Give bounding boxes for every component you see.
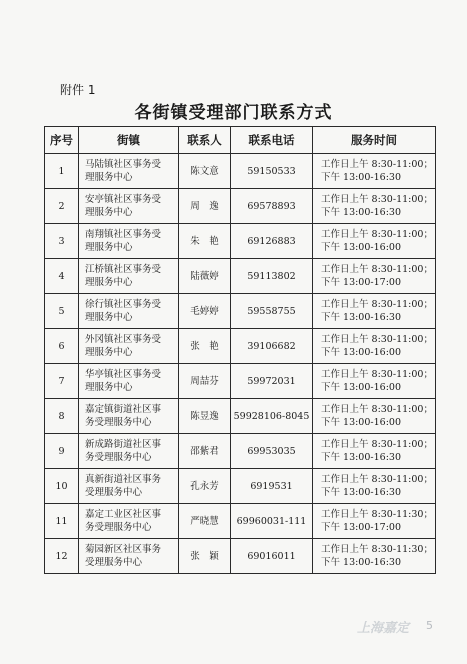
cell-street-text: 理服务中心 (85, 242, 133, 253)
cell-street-text: 理服务中心 (85, 207, 133, 218)
cell-phone-text: 59972031 (247, 375, 296, 387)
watermark-text: 上海嘉定 (356, 621, 409, 636)
cell-hours-text: 工作日上午 8:30-11:00； (321, 439, 433, 450)
cell-phone-text: 69016011 (247, 550, 296, 562)
header-hours: 服务时间 (313, 127, 436, 154)
cell-hours-text: 下午 13:00-17:00 (321, 277, 401, 288)
cell-hours-text: 下午 13:00-16:00 (321, 347, 401, 358)
cell-hours-text: 工作日上午 8:30-11:00； (321, 299, 433, 310)
cell-phone-text: 59150533 (247, 165, 296, 177)
cell-street-text: 江桥镇社区事务受 (85, 264, 162, 275)
cell-hours (313, 539, 436, 574)
cell-street-text: 嘉定工业区社区事 (85, 509, 162, 520)
page-number: 5 (426, 619, 433, 632)
cell-seq-text: 2 (58, 200, 65, 212)
cell-seq-text: 8 (58, 410, 65, 422)
cell-phone-text: 69578893 (247, 200, 296, 212)
table-header-row (45, 127, 436, 154)
cell-contact-text: 严晓慧 (190, 515, 219, 527)
cell-phone (231, 224, 313, 259)
cell-seq-text: 7 (58, 375, 65, 387)
cell-street-text: 华亭镇社区事务受 (85, 369, 162, 380)
cell-street-text: 受理服务中心 (85, 557, 143, 568)
cell-contact-text: 张 颖 (190, 550, 219, 562)
cell-street-text: 真新街道社区事务 (85, 474, 162, 485)
cell-hours-text: 下午 13:00-16:30 (321, 312, 401, 323)
cell-hours-text: 下午 13:00-16:30 (321, 452, 401, 463)
contact-table (44, 126, 436, 574)
cell-contact (179, 294, 231, 329)
cell-contact-text: 周 逸 (190, 200, 219, 212)
cell-hours-text: 工作日上午 8:30-11:00； (321, 474, 433, 485)
cell-seq (45, 224, 79, 259)
cell-seq (45, 189, 79, 224)
cell-street-text: 务受理服务中心 (85, 417, 152, 428)
cell-hours (313, 434, 436, 469)
cell-seq (45, 364, 79, 399)
cell-phone (231, 504, 313, 539)
cell-street-text: 新成路街道社区事 (85, 439, 162, 450)
cell-phone-text: 69960031-111 (236, 515, 307, 527)
cell-street (79, 189, 179, 224)
table-row (45, 224, 436, 259)
cell-phone (231, 539, 313, 574)
cell-street-text: 嘉定镇街道社区事 (85, 404, 162, 415)
cell-contact (179, 364, 231, 399)
table-row (45, 294, 436, 329)
cell-phone (231, 399, 313, 434)
header-phone: 联系电话 (231, 127, 313, 154)
cell-seq-text: 10 (55, 480, 68, 492)
table-row (45, 504, 436, 539)
cell-hours (313, 294, 436, 329)
cell-hours-text: 工作日上午 8:30-11:30； (321, 544, 433, 555)
table-row (45, 154, 436, 189)
cell-hours (313, 189, 436, 224)
cell-street (79, 224, 179, 259)
cell-seq (45, 504, 79, 539)
cell-hours-text: 下午 13:00-16:30 (321, 557, 401, 568)
cell-contact-text: 周喆芬 (190, 375, 219, 387)
cell-seq-text: 5 (58, 305, 65, 317)
cell-seq-text: 1 (58, 165, 65, 177)
cell-phone (231, 469, 313, 504)
cell-phone-text: 59928106-8045 (233, 410, 310, 422)
cell-contact (179, 399, 231, 434)
cell-phone (231, 294, 313, 329)
cell-street (79, 434, 179, 469)
cell-street (79, 294, 179, 329)
cell-street-text: 徐行镇社区事务受 (85, 299, 162, 310)
cell-contact (179, 504, 231, 539)
cell-hours-text: 工作日上午 8:30-11:00； (321, 159, 433, 170)
cell-contact (179, 329, 231, 364)
page-title: 各街镇受理部门联系方式 (134, 103, 333, 123)
cell-hours (313, 224, 436, 259)
cell-phone (231, 329, 313, 364)
cell-street (79, 364, 179, 399)
table-row (45, 399, 436, 434)
cell-seq (45, 469, 79, 504)
cell-street-text: 马陆镇社区事务受 (85, 159, 162, 170)
cell-phone-text: 59113802 (247, 270, 296, 282)
cell-contact-text: 张 艳 (190, 340, 219, 352)
cell-hours (313, 469, 436, 504)
cell-hours-text: 下午 13:00-16:00 (321, 382, 401, 393)
header-seq: 序号 (45, 127, 79, 154)
cell-contact (179, 539, 231, 574)
table-row (45, 364, 436, 399)
cell-street-text: 外冈镇社区事务受 (85, 334, 162, 345)
cell-hours-text: 工作日上午 8:30-11:00； (321, 194, 433, 205)
cell-contact-text: 孔永芳 (190, 480, 219, 492)
cell-seq-text: 11 (55, 515, 68, 527)
cell-street-text: 理服务中心 (85, 382, 133, 393)
cell-contact (179, 224, 231, 259)
cell-phone (231, 364, 313, 399)
cell-phone-text: 69126883 (247, 235, 296, 247)
table-row (45, 329, 436, 364)
cell-seq-text: 3 (58, 235, 65, 247)
cell-seq-text: 12 (55, 550, 68, 562)
cell-street-text: 南翔镇社区事务受 (85, 229, 162, 240)
cell-seq (45, 399, 79, 434)
cell-seq (45, 539, 79, 574)
cell-contact-text: 朱 艳 (190, 235, 219, 247)
cell-contact-text: 陈文意 (190, 165, 219, 177)
cell-phone-text: 39106682 (247, 340, 296, 352)
cell-seq-text: 4 (58, 270, 65, 282)
cell-hours (313, 399, 436, 434)
cell-hours (313, 504, 436, 539)
cell-seq-text: 9 (58, 445, 65, 457)
table-row (45, 434, 436, 469)
cell-hours-text: 下午 13:00-16:30 (321, 207, 401, 218)
cell-contact (179, 189, 231, 224)
cell-contact-text: 毛婷婷 (190, 305, 219, 317)
cell-contact-text: 陈昱逸 (190, 410, 219, 422)
cell-street (79, 259, 179, 294)
table-row (45, 539, 436, 574)
cell-hours-text: 工作日上午 8:30-11:30； (321, 509, 433, 520)
cell-phone (231, 434, 313, 469)
cell-street-text: 理服务中心 (85, 277, 133, 288)
cell-hours (313, 364, 436, 399)
cell-seq (45, 259, 79, 294)
table-row (45, 189, 436, 224)
cell-street (79, 504, 179, 539)
cell-phone (231, 189, 313, 224)
cell-phone (231, 259, 313, 294)
cell-hours-text: 下午 13:00-16:00 (321, 417, 401, 428)
cell-street-text: 菊园新区社区事务 (85, 544, 162, 555)
header-street: 街镇 (79, 127, 179, 154)
cell-hours (313, 154, 436, 189)
cell-street-text: 理服务中心 (85, 312, 133, 323)
table-row (45, 469, 436, 504)
cell-hours-text: 工作日上午 8:30-11:00； (321, 369, 433, 380)
table-row (45, 259, 436, 294)
cell-contact-text: 陆薇婷 (190, 270, 219, 282)
cell-street (79, 469, 179, 504)
cell-phone (231, 154, 313, 189)
cell-hours (313, 259, 436, 294)
cell-seq (45, 434, 79, 469)
cell-seq (45, 294, 79, 329)
cell-street (79, 329, 179, 364)
cell-hours-text: 下午 13:00-16:30 (321, 172, 401, 183)
cell-street-text: 安亭镇社区事务受 (85, 194, 162, 205)
cell-contact (179, 154, 231, 189)
cell-hours-text: 下午 13:00-17:00 (321, 522, 401, 533)
cell-seq-text: 6 (58, 340, 65, 352)
cell-street-text: 务受理服务中心 (85, 522, 152, 533)
cell-hours-text: 工作日上午 8:30-11:00； (321, 334, 433, 345)
cell-phone-text: 59558755 (247, 305, 296, 317)
cell-street-text: 受理服务中心 (85, 487, 143, 498)
cell-street (79, 154, 179, 189)
cell-street (79, 399, 179, 434)
cell-contact-text: 邵紫君 (190, 445, 219, 457)
cell-street-text: 理服务中心 (85, 172, 133, 183)
cell-hours-text: 下午 13:00-16:00 (321, 242, 401, 253)
cell-seq (45, 154, 79, 189)
cell-street-text: 务受理服务中心 (85, 452, 152, 463)
cell-hours-text: 工作日上午 8:30-11:00； (321, 264, 433, 275)
cell-hours-text: 工作日上午 8:30-11:00； (321, 229, 433, 240)
header-contact: 联系人 (179, 127, 231, 154)
attachment-label: 附件 1 (60, 83, 96, 97)
cell-contact (179, 259, 231, 294)
cell-hours (313, 329, 436, 364)
cell-street (79, 539, 179, 574)
cell-contact (179, 469, 231, 504)
cell-phone-text: 69953035 (247, 445, 296, 457)
cell-seq (45, 329, 79, 364)
cell-street-text: 理服务中心 (85, 347, 133, 358)
cell-hours-text: 下午 13:00-16:30 (321, 487, 401, 498)
cell-hours-text: 工作日上午 8:30-11:00； (321, 404, 433, 415)
cell-phone-text: 6919531 (250, 480, 293, 492)
cell-contact (179, 434, 231, 469)
